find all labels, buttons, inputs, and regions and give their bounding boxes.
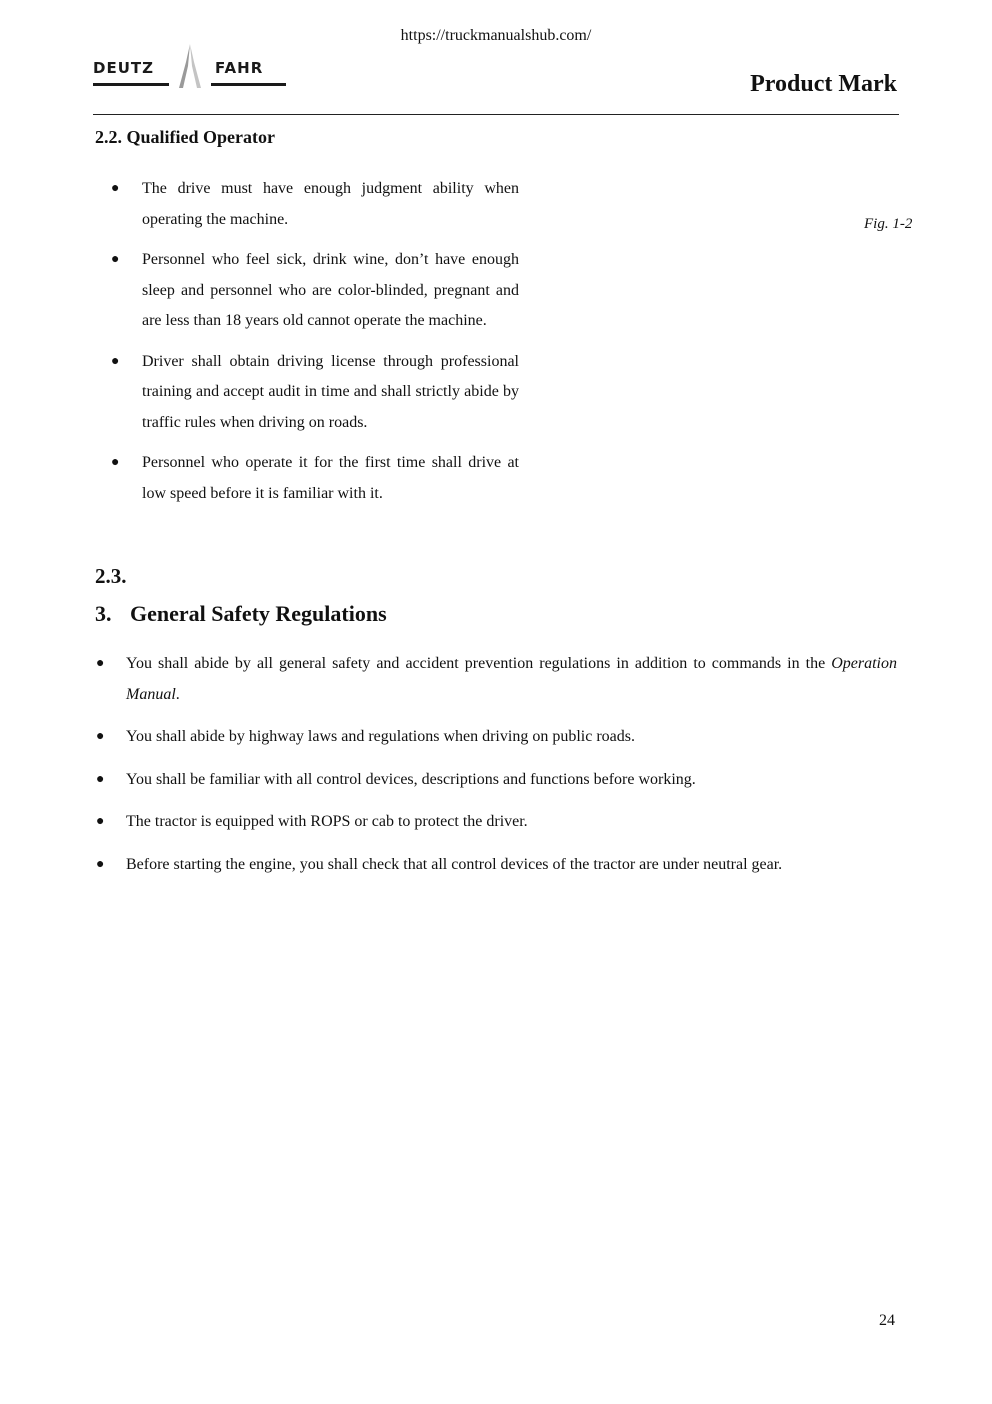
bullet-icon: ● <box>111 353 120 369</box>
list-item-text-main: You shall abide by all general safety and accident prevention regulations in addition to commands in the <box>126 655 832 672</box>
section-2-3-number: 2.3. <box>95 564 127 588</box>
bullet-icon: ● <box>96 856 105 872</box>
list-item <box>109 174 519 235</box>
list-item-text: Before starting the engine, you shall check that all control devices of the tractor are under neutral gear. <box>126 855 783 873</box>
header-divider <box>93 114 899 115</box>
list-item <box>93 722 897 753</box>
list-item-text: You shall abide by highway laws and regulations when driving on public roads. <box>126 728 635 745</box>
list-item <box>93 649 897 710</box>
list-item-text <box>126 649 897 710</box>
bullet-icon: ● <box>111 181 120 196</box>
page-number: 24 <box>879 1312 895 1329</box>
header-url: https://truckmanualshub.com/ <box>400 27 592 44</box>
list-item <box>109 448 519 509</box>
page-title: Product Mark <box>750 71 897 97</box>
list-item <box>109 347 519 439</box>
list-item <box>93 850 897 881</box>
list-item-text: The tractor is equipped with ROPS or cab to protect the driver. <box>126 813 528 830</box>
bullet-icon: ● <box>111 455 120 470</box>
list-item <box>93 807 897 838</box>
logo-word-deutz: DEUTZ <box>93 59 154 77</box>
list-item-text: Personnel who feel sick, drink wine, don’t have enough sleep and personnel who are color-blinded, pregnant and are less than 18 years old cannot operate the machine. <box>142 251 519 329</box>
list-item-text: Personnel who operate it for the first time shall drive at low speed before it is familiar with it. <box>142 454 519 502</box>
logo-emblem-icon <box>173 42 207 90</box>
section-2-2-heading: 2.2. Qualified Operator <box>95 127 275 147</box>
qualified-operator-list <box>109 174 519 519</box>
list-item <box>109 245 519 337</box>
section-3-title: General Safety Regulations <box>130 601 387 626</box>
bullet-icon: ● <box>96 656 105 671</box>
logo-bar-right <box>211 83 286 86</box>
list-item-text: Driver shall obtain driving license through professional training and accept audit in time and shall strictly abide by traffic rules when driving on roads. <box>142 352 519 431</box>
list-item-text-end: . <box>175 685 180 703</box>
safety-regulations-list <box>93 649 897 892</box>
list-item-text: The drive must have enough judgment ability when operating the machine. <box>142 180 519 228</box>
bullet-icon: ● <box>96 814 105 829</box>
bullet-icon: ● <box>96 729 105 744</box>
bullet-icon: ● <box>96 771 105 787</box>
bullet-icon: ● <box>111 252 120 267</box>
section-3-number: 3. <box>95 601 112 626</box>
operation-manual-reference: Operation Manual <box>126 655 897 703</box>
deutz-fahr-logo <box>93 42 288 90</box>
list-item-text: You shall be familiar with all control devices, descriptions and functions before working. <box>126 770 696 788</box>
logo-bar-left <box>93 83 169 86</box>
list-item <box>93 765 897 796</box>
logo-word-fahr: FAHR <box>215 59 264 77</box>
figure-caption: Fig. 1-2 <box>864 216 913 232</box>
section-3-heading <box>95 601 387 627</box>
